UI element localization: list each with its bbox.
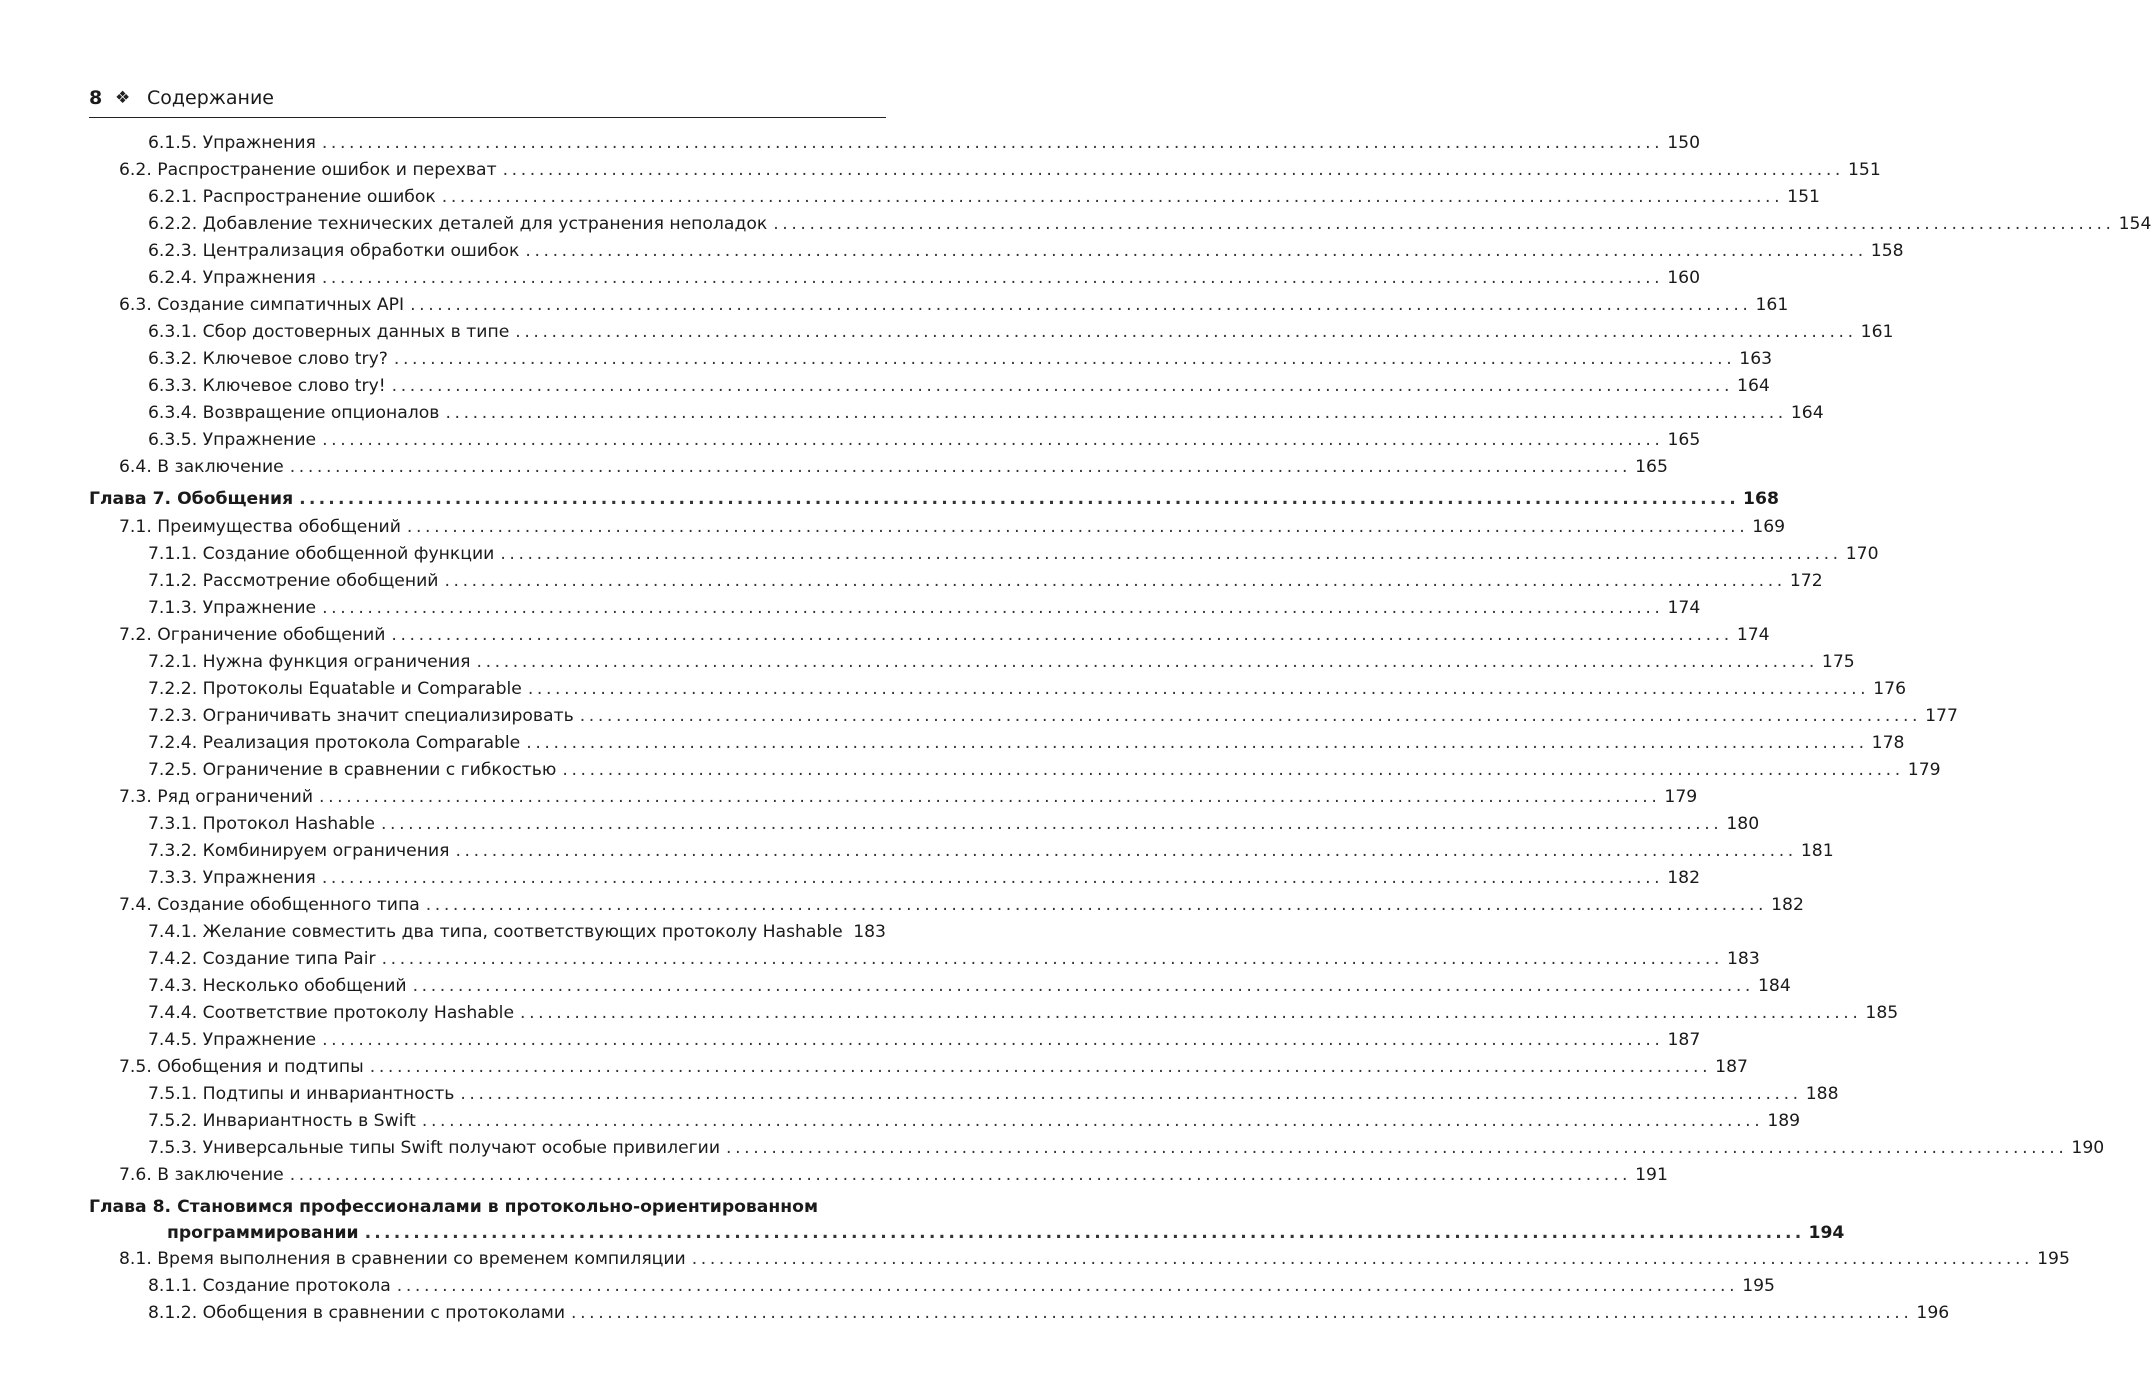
dot-leader: ....................................................................................................................................................: [369, 1057, 1712, 1077]
toc-entry[interactable]: [89, 730, 1905, 757]
toc-entry-title: 7.4.1. Желание совместить два типа, соответствующих протоколу Hashable: [148, 922, 843, 942]
toc-entry-page: 183: [1726, 949, 1760, 969]
toc-entry-page: 175: [1821, 652, 1855, 672]
toc-entry-page: 181: [1800, 841, 1834, 861]
toc-entry-page: 190: [2071, 1138, 2105, 1158]
toc-entry-title: программировании: [167, 1223, 359, 1243]
dot-leader: ....................................................................................................................................................: [322, 1030, 1664, 1050]
toc-entry[interactable]: [89, 865, 1701, 892]
toc-entry-title: 7.3.2. Комбинируем ограничения: [148, 841, 450, 861]
toc-entry-page: 161: [1860, 322, 1894, 342]
toc-entry-title: 7.1.3. Упражнение: [148, 598, 317, 618]
dot-leader: ....................................................................................................................................................: [319, 787, 1661, 807]
toc-entry[interactable]: [89, 346, 1773, 373]
dot-leader: ....................................................................................................................................................: [322, 430, 1664, 450]
toc-chapter-entry[interactable]: [89, 481, 1779, 514]
toc-entry[interactable]: [89, 400, 1824, 427]
toc-entry-page: 187: [1715, 1057, 1748, 1077]
header-rule: [89, 117, 886, 118]
dot-leader: ....................................................................................................................................................: [321, 268, 1664, 288]
toc-entry[interactable]: [89, 1000, 1899, 1027]
dot-leader: ....................................................................................................................................................: [515, 322, 1857, 342]
toc-entry-title: 6.3.5. Упражнение: [148, 430, 317, 450]
toc-entry[interactable]: [89, 184, 1820, 211]
toc-entry-title: 8.1. Время выполнения в сравнении со временем компиляции: [119, 1249, 686, 1269]
toc-entry[interactable]: [89, 514, 1786, 541]
toc-entry-title: 7.5.2. Инвариантность в Swift: [148, 1111, 416, 1131]
toc-entry-title: 7.2. Ограничение обобщений: [119, 625, 386, 645]
toc-entry-title: 7.5.3. Универсальные типы Swift получают особые привилегии: [148, 1138, 721, 1158]
toc-entry-page: 170: [1845, 544, 1879, 564]
dot-leader: ....................................................................................................................................................: [299, 489, 1740, 509]
toc-entry-page: 169: [1752, 517, 1786, 537]
toc-entry-title: 6.2. Распространение ошибок и перехват: [119, 160, 497, 180]
toc-entry-title: 7.2.2. Протоколы Equatable и Comparable: [148, 679, 522, 699]
toc-entry-title: 7.1.1. Создание обобщенной функции: [148, 544, 495, 564]
running-header: [89, 84, 886, 112]
toc-entry-page: 182: [1667, 868, 1701, 888]
dot-leader: ....................................................................................................................................................: [571, 1303, 1913, 1323]
dot-leader: ....................................................................................................................................................: [321, 868, 1664, 888]
toc-entry-page: 164: [1737, 376, 1770, 396]
dot-leader: ....................................................................................................................................................: [460, 1084, 1802, 1104]
dot-leader: ....................................................................................................................................................: [396, 1276, 1739, 1296]
dot-leader: ....................................................................................................................................................: [421, 1111, 1764, 1131]
dot-leader: ....................................................................................................................................................: [289, 1165, 1632, 1185]
toc-entry[interactable]: [89, 211, 2151, 238]
toc-entry-page: 177: [1925, 706, 1958, 726]
toc-entry-page: 165: [1635, 457, 1668, 477]
toc-entry-page: 174: [1736, 625, 1770, 645]
dot-leader: ....................................................................................................................................................: [502, 160, 1844, 180]
toc-entry-page: 163: [1739, 349, 1773, 369]
toc-entry[interactable]: [89, 784, 1698, 811]
toc-entry-page: 185: [1865, 1003, 1899, 1023]
toc-entry[interactable]: [89, 454, 1668, 481]
toc-entry[interactable]: [89, 1027, 1701, 1054]
toc-entry[interactable]: [89, 1273, 1775, 1300]
toc-entry[interactable]: [89, 157, 1881, 184]
toc-entry[interactable]: [89, 919, 886, 946]
toc-entry-page: 151: [1787, 187, 1820, 207]
toc-entry-title: 7.2.5. Ограничение в сравнении с гибкостью: [148, 760, 557, 780]
toc-entry[interactable]: [89, 946, 1760, 973]
toc-entry[interactable]: [89, 238, 1904, 265]
toc-entry-title: 7.3. Ряд ограничений: [119, 787, 314, 807]
toc-entry[interactable]: [89, 1081, 1839, 1108]
ornament-icon: ❖: [115, 88, 131, 108]
toc-entry-title: 7.6. В заключение: [119, 1165, 284, 1185]
toc-entry[interactable]: [89, 757, 1941, 784]
dot-leader: ....................................................................................................................................................: [412, 976, 1754, 996]
toc-entry[interactable]: [89, 130, 1701, 157]
toc-entry-page: 154: [2118, 214, 2151, 234]
dot-leader: ....................................................................................................................................................: [322, 598, 1664, 618]
dot-leader: ....................................................................................................................................................: [391, 625, 1733, 645]
toc-entry-title: 6.3.2. Ключевое слово try?: [148, 349, 388, 369]
toc-entry[interactable]: [89, 1054, 1748, 1081]
toc-entry-page: 164: [1790, 403, 1824, 423]
dot-leader: ....................................................................................................................................................: [321, 133, 1664, 153]
toc-entry-page: 150: [1667, 133, 1701, 153]
dot-leader: ....................................................................................................................................................: [391, 376, 1734, 396]
toc-entry-title: 7.1.2. Рассмотрение обобщений: [148, 571, 439, 591]
toc-chapter-entry-continuation[interactable]: [89, 1220, 1845, 1246]
toc-entry-title: 6.2.1. Распространение ошибок: [148, 187, 436, 207]
dot-leader: ....................................................................................................................................................: [525, 241, 1867, 261]
toc-entry-page: 174: [1667, 598, 1701, 618]
toc-entry-title: 8.1.2. Обобщения в сравнении с протоколами: [148, 1303, 565, 1323]
toc-entry-page: 165: [1667, 430, 1701, 450]
dot-leader: ....................................................................................................................................................: [410, 295, 1752, 315]
toc-entry[interactable]: [89, 838, 1834, 865]
toc-entry-title: 8.1.1. Создание протокола: [148, 1276, 391, 1296]
toc-entry[interactable]: [89, 973, 1791, 1000]
dot-leader: ....................................................................................................................................................: [393, 349, 1736, 369]
toc-entry-page: 176: [1873, 679, 1907, 699]
toc-entry-page: 172: [1789, 571, 1823, 591]
toc-entry-page: 188: [1805, 1084, 1839, 1104]
dot-leader: ....................................................................................................................................................: [562, 760, 1904, 780]
toc-entry-page: 187: [1667, 1030, 1701, 1050]
dot-leader: ....................................................................................................................................................: [444, 571, 1786, 591]
toc-entry-title: 6.3.1. Сбор достоверных данных в типе: [148, 322, 510, 342]
dot-leader: ....................................................................................................................................................: [425, 895, 1768, 915]
toc-entry-title: 6.3.3. Ключевое слово try!: [148, 376, 386, 396]
toc-entry[interactable]: [89, 703, 1958, 730]
toc-entry-title: 6.3. Создание симпатичных API: [119, 295, 405, 315]
toc-entry-page: 196: [1916, 1303, 1950, 1323]
page-number: 8: [89, 87, 103, 109]
dot-leader: ....................................................................................................................................................: [380, 814, 1723, 834]
toc-entry-title: 6.2.3. Централизация обработки ошибок: [148, 241, 520, 261]
toc-entry[interactable]: [89, 292, 1789, 319]
toc-entry-title: 6.2.2. Добавление технических деталей для устранения неполадок: [148, 214, 768, 234]
toc-entry[interactable]: [89, 265, 1701, 292]
toc-entry-title: 7.2.3. Ограничивать значит специализировать: [148, 706, 574, 726]
dot-leader: ....................................................................................................................................................: [691, 1249, 2034, 1269]
toc-entry-title: 6.1.5. Упражнения: [148, 133, 316, 153]
toc-entry[interactable]: [89, 1300, 1950, 1327]
toc-entry[interactable]: [89, 319, 1894, 346]
toc-entry-page: 195: [2037, 1249, 2070, 1269]
toc-entry[interactable]: [89, 595, 1701, 622]
dot-leader: ....................................................................................................................................................: [520, 1003, 1862, 1023]
toc-entry[interactable]: [89, 649, 1855, 676]
toc-entry-page: 151: [1847, 160, 1881, 180]
toc-entry-title: 7.4.4. Соответствие протоколу Hashable: [148, 1003, 515, 1023]
toc-entry-page: 178: [1871, 733, 1905, 753]
toc-entry-page: 189: [1767, 1111, 1801, 1131]
toc-entry-title: 7.2.1. Нужна функция ограничения: [148, 652, 471, 672]
toc-entry[interactable]: [89, 676, 1907, 703]
toc-entry-title: 6.3.4. Возвращение опционалов: [148, 403, 440, 423]
toc-entry-page: 191: [1635, 1165, 1668, 1185]
toc-entry-title: 7.2.4. Реализация протокола Comparable: [148, 733, 521, 753]
toc-entry-title: 7.3.3. Упражнения: [148, 868, 316, 888]
toc-entry[interactable]: [89, 622, 1770, 649]
dot-leader: ....................................................................................................................................................: [364, 1223, 1805, 1243]
toc-entry[interactable]: [89, 1162, 1668, 1189]
dot-leader: ....................................................................................................................................................: [526, 733, 1868, 753]
toc-entry-title: 6.4. В заключение: [119, 457, 284, 477]
toc-chapter-entry[interactable]: [89, 1189, 886, 1220]
toc-entry-title: 6.2.4. Упражнения: [148, 268, 316, 288]
toc-entry-page: 180: [1726, 814, 1760, 834]
toc-entry-page: 183: [853, 922, 886, 942]
toc-entry-page: 161: [1755, 295, 1789, 315]
dot-leader: ....................................................................................................................................................: [773, 214, 2115, 234]
toc-entry-page: 184: [1757, 976, 1791, 996]
toc-entry-page: 195: [1742, 1276, 1775, 1296]
toc-entry[interactable]: [89, 568, 1823, 595]
toc-entry-title: 7.5. Обобщения и подтипы: [119, 1057, 364, 1077]
toc-entry-title: Глава 8. Становимся профессионалами в протокольно-ориентированном: [89, 1197, 819, 1217]
toc-entry[interactable]: [89, 811, 1760, 838]
dot-leader: ....................................................................................................................................................: [406, 517, 1749, 537]
toc-entry[interactable]: [89, 1135, 2105, 1162]
toc-entry-page: 160: [1667, 268, 1701, 288]
dot-leader: ....................................................................................................................................................: [381, 949, 1723, 969]
dot-leader: ....................................................................................................................................................: [476, 652, 1818, 672]
toc-entry[interactable]: [89, 541, 1879, 568]
toc-entry-page: 158: [1870, 241, 1904, 261]
table-of-contents: [89, 130, 2151, 1327]
toc-entry-title: 7.4.3. Несколько обобщений: [148, 976, 407, 996]
dot-leader: ....................................................................................................................................................: [726, 1138, 2068, 1158]
toc-entry[interactable]: [89, 373, 1770, 400]
toc-entry-title: Глава 7. Обобщения: [89, 489, 294, 509]
running-title: Содержание: [147, 87, 274, 109]
toc-entry-page: 168: [1743, 489, 1779, 509]
dot-leader: ....................................................................................................................................................: [289, 457, 1632, 477]
toc-entry-title: 7.3.1. Протокол Hashable: [148, 814, 375, 834]
dot-leader: ....................................................................................................................................................: [500, 544, 1842, 564]
toc-entry-title: 7.1. Преимущества обобщений: [119, 517, 401, 537]
toc-entry-page: 179: [1664, 787, 1698, 807]
dot-leader: ....................................................................................................................................................: [527, 679, 1870, 699]
toc-entry-page: 194: [1808, 1223, 1845, 1243]
dot-leader: ....................................................................................................................................................: [455, 841, 1797, 861]
toc-entry-title: 7.4.2. Создание типа Pair: [148, 949, 376, 969]
toc-entry[interactable]: [89, 892, 1804, 919]
toc-entry-title: 7.4. Создание обобщенного типа: [119, 895, 420, 915]
dot-leader: ....................................................................................................................................................: [579, 706, 1922, 726]
toc-entry[interactable]: [89, 1108, 1801, 1135]
toc-entry-title: 7.5.1. Подтипы и инвариантность: [148, 1084, 455, 1104]
toc-entry[interactable]: [89, 427, 1701, 454]
toc-entry[interactable]: [89, 1246, 2070, 1273]
toc-entry-page: 179: [1907, 760, 1941, 780]
dot-leader: ....................................................................................................................................................: [441, 187, 1784, 207]
toc-entry-title: 7.4.5. Упражнение: [148, 1030, 317, 1050]
dot-leader: ....................................................................................................................................................: [445, 403, 1787, 423]
toc-entry-page: 182: [1771, 895, 1804, 915]
